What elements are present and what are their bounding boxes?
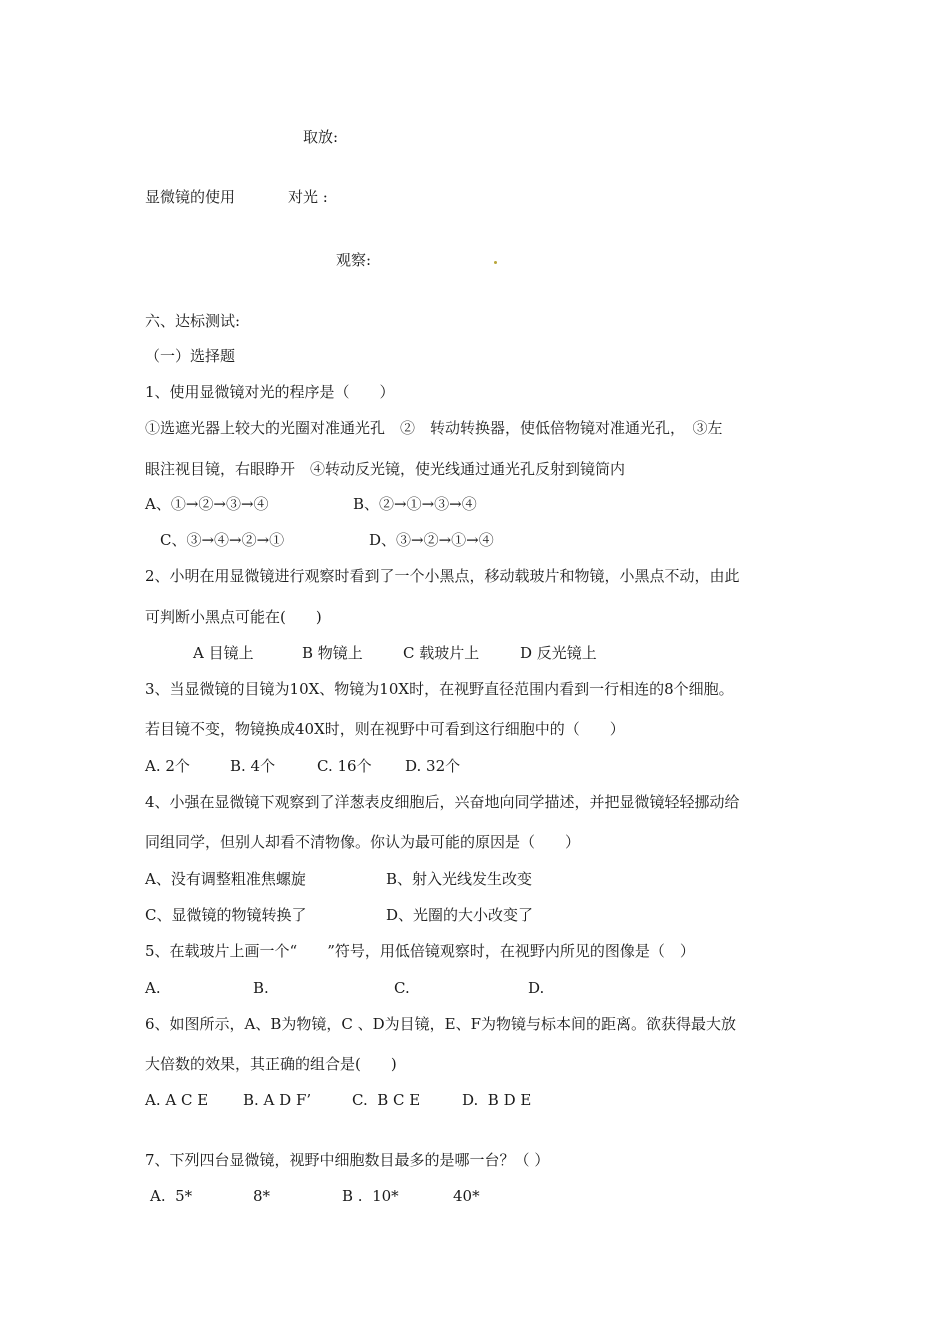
q4-line1: 4、小强在显微镜下观察到了洋葱表皮细胞后，兴奋地向同学描述，并把显微镜轻轻挪动给 — [145, 793, 740, 811]
q4-option-d: D、光圈的大小改变了 — [386, 906, 534, 924]
q6-line2: 大倍数的效果，其正确的组合是( ) — [145, 1055, 397, 1073]
q1-stem: 1、使用显微镜对光的程序是（ ） — [145, 383, 395, 401]
q3-option-a: A. 2个 — [145, 757, 190, 775]
q6-line1: 6、如图所示，A、B为物镜，C 、D为目镜，E、F为物镜与标本间的距离。欲获得最大放 — [145, 1015, 737, 1033]
q2-option-b: B 物镜上 — [302, 644, 363, 662]
q4-option-c: C、显微镜的物镜转换了 — [145, 906, 307, 924]
q7-option-b-objective: 40* — [453, 1187, 480, 1205]
q2-option-a: A 目镜上 — [193, 644, 254, 662]
q3-line1: 3、当显微镜的目镜为10X、物镜为10X时，在视野直径范围内看到一行相连的8个细胞。 — [145, 680, 734, 698]
q2-line1: 2、小明在用显微镜进行观察时看到了一个小黑点，移动载玻片和物镜，小黑点不动，由此 — [145, 567, 740, 585]
q5-option-a: A. — [145, 979, 161, 997]
q7-option-a: A. 5* — [150, 1187, 193, 1205]
q5-option-d: D. — [528, 979, 545, 997]
outline-guancha: 观察: — [336, 251, 372, 269]
q2-option-c: C 载玻片上 — [403, 644, 480, 662]
q1-line2: 眼注视目镜，右眼睁开 ④转动反光镜，使光线通过通光孔反射到镜筒内 — [145, 460, 626, 478]
q4-option-b: B、射入光线发生改变 — [386, 870, 533, 888]
q7-option-b: B . 10* — [342, 1187, 399, 1205]
q3-option-c: C. 16个 — [317, 757, 372, 775]
q4-option-a: A、没有调整粗准焦螺旋 — [145, 870, 306, 888]
q2-line2: 可判断小黑点可能在( ) — [145, 608, 322, 626]
q1-option-c: C、③→④→②→① — [160, 531, 285, 549]
section-title: 六、达标测试: — [145, 312, 241, 330]
q6-option-b: B. A D F’ — [243, 1091, 312, 1109]
q3-line2: 若目镜不变，物镜换成40X时，则在视野中可看到这行细胞中的（ ） — [145, 720, 625, 738]
outline-main: 显微镜的使用 — [145, 188, 236, 206]
section-subtitle: （一）选择题 — [145, 347, 236, 365]
q7-option-a-objective: 8* — [253, 1187, 271, 1205]
outline-duiguang: 对光 : — [288, 188, 328, 206]
q3-option-b: B. 4个 — [230, 757, 276, 775]
q6-option-d: D. B D E — [462, 1091, 532, 1109]
q4-line2: 同组同学，但别人却看不清物像。你认为最可能的原因是（ ） — [145, 833, 581, 851]
q5-stem: 5、在载玻片上画一个“ ”符号，用低倍镜观察时，在视野内所见的图像是（ ） — [145, 942, 695, 960]
q5-option-c: C. — [394, 979, 410, 997]
q3-option-d: D. 32个 — [405, 757, 461, 775]
q6-option-a: A. A C E — [145, 1091, 209, 1109]
q6-option-c: C. B C E — [352, 1091, 421, 1109]
q7-stem: 7、下列四台显微镜，视野中细胞数目最多的是哪一台？（ ） — [145, 1151, 550, 1169]
q2-option-d: D 反光镜上 — [520, 644, 597, 662]
q1-option-d: D、③→②→①→④ — [369, 531, 494, 549]
q5-option-b: B. — [253, 979, 269, 997]
q1-option-b: B、②→①→③→④ — [353, 495, 477, 513]
q1-line1: ①选遮光器上较大的光圈对准通光孔 ② 转动转换器，使低倍物镜对准通光孔， ③左 — [145, 419, 723, 437]
outline-quqi: 取放: — [303, 128, 339, 146]
q1-option-a: A、①→②→③→④ — [145, 495, 269, 513]
stray-dot — [494, 261, 497, 264]
